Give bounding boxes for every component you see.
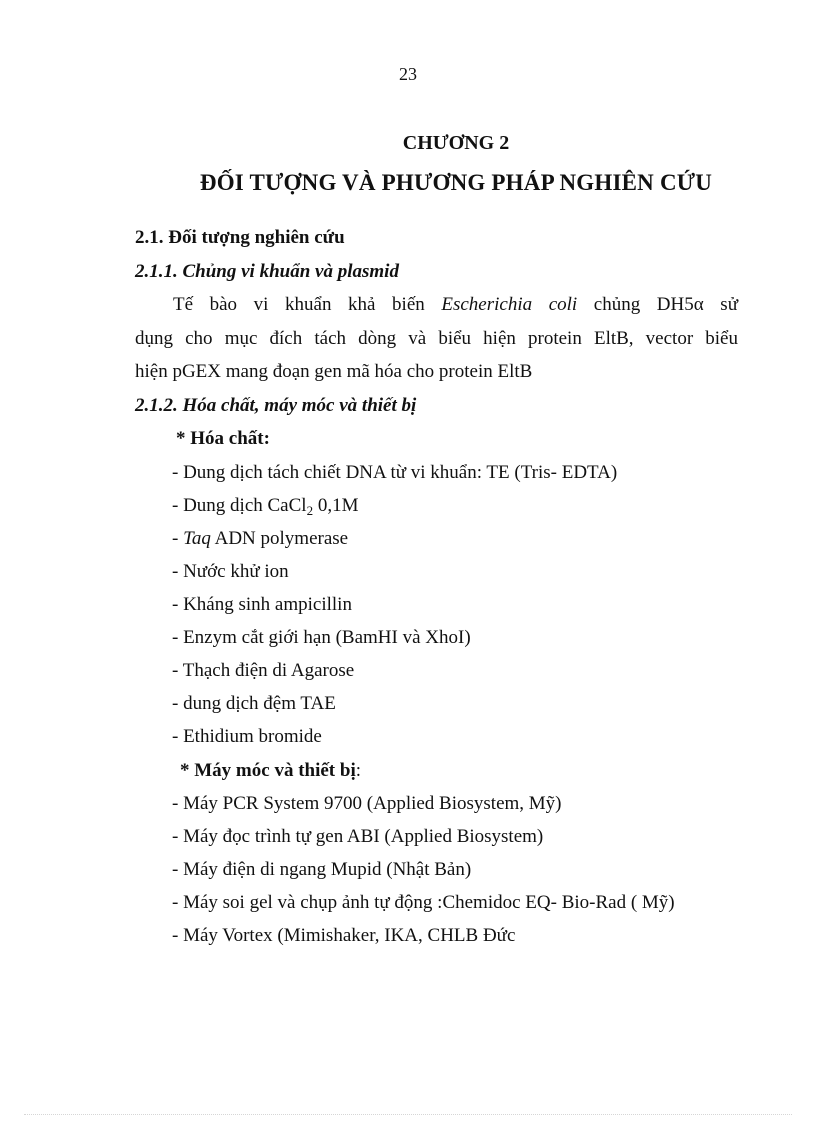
chemical-item: - Dung dịch tách chiết DNA từ vi khuẩn: TE (Tris- EDTA): [172, 462, 618, 483]
chemical-item: - dung dịch đệm TAE: [172, 693, 336, 714]
equipment-heading: [180, 759, 361, 783]
chemical-text: -: [172, 528, 184, 549]
page-bottom-rule: [24, 1114, 792, 1115]
chapter-label: CHƯƠNG 2: [402, 132, 510, 154]
chemical-item: - Enzym cắt giới hạn (BamHI và XhoI): [172, 627, 471, 648]
species-name: Escherichia coli: [441, 294, 578, 315]
equipment-item: - Máy điện di ngang Mupid (Nhật Bản): [172, 859, 472, 880]
paragraph-line-1: [135, 293, 738, 317]
taq-italic: Taq: [183, 528, 211, 549]
chemical-text: - Dung dịch CaCl: [172, 495, 307, 516]
chemical-item: [172, 494, 358, 523]
paragraph-text: Tế bào vi khuẩn khả biến: [173, 294, 442, 315]
chemical-text: ADN polymerase: [210, 528, 349, 549]
chemical-item: - Nước khử ion: [172, 561, 289, 582]
chemical-text: 0,1M: [313, 495, 359, 516]
chemical-item: - Thạch điện di Agarose: [172, 660, 355, 681]
paragraph-line-2: dụng cho mục đích tách dòng và biểu hiện protein EltB, vector biểu: [135, 328, 738, 349]
section-heading-2-1: 2.1. Đối tượng nghiên cứu: [135, 227, 345, 248]
section-heading-2-1-1: 2.1.1. Chủng vi khuẩn và plasmid: [135, 261, 399, 282]
subscript: 2: [306, 503, 314, 518]
paragraph-line-3: hiện pGEX mang đoạn gen mã hóa cho protein EltB: [135, 361, 533, 382]
chapter-title: ĐỐI TƯỢNG VÀ PHƯƠNG PHÁP NGHIÊN CỨU: [199, 170, 713, 195]
equipment-item: - Máy soi gel và chụp ảnh tự động :Chemidoc EQ- Bio-Rad ( Mỹ): [172, 892, 675, 913]
colon: :: [355, 760, 362, 781]
equipment-item: - Máy đọc trình tự gen ABI (Applied Biosystem): [172, 826, 544, 847]
section-heading-2-1-2: 2.1.2. Hóa chất, máy móc và thiết bị: [135, 395, 417, 416]
equipment-heading-text: * Máy móc và thiết bị: [180, 760, 356, 781]
chemical-item: [172, 527, 348, 551]
paragraph-text: chủng DH5α sử: [577, 294, 738, 315]
chemicals-heading: * Hóa chất:: [176, 428, 270, 449]
equipment-item: - Máy Vortex (Mimishaker, IKA, CHLB Đức: [172, 925, 516, 946]
chemical-item: - Ethidium bromide: [172, 726, 322, 747]
chemical-item: - Kháng sinh ampicillin: [172, 594, 352, 615]
page-number: 23: [399, 64, 417, 84]
equipment-item: - Máy PCR System 9700 (Applied Biosystem, Mỹ): [172, 793, 562, 814]
